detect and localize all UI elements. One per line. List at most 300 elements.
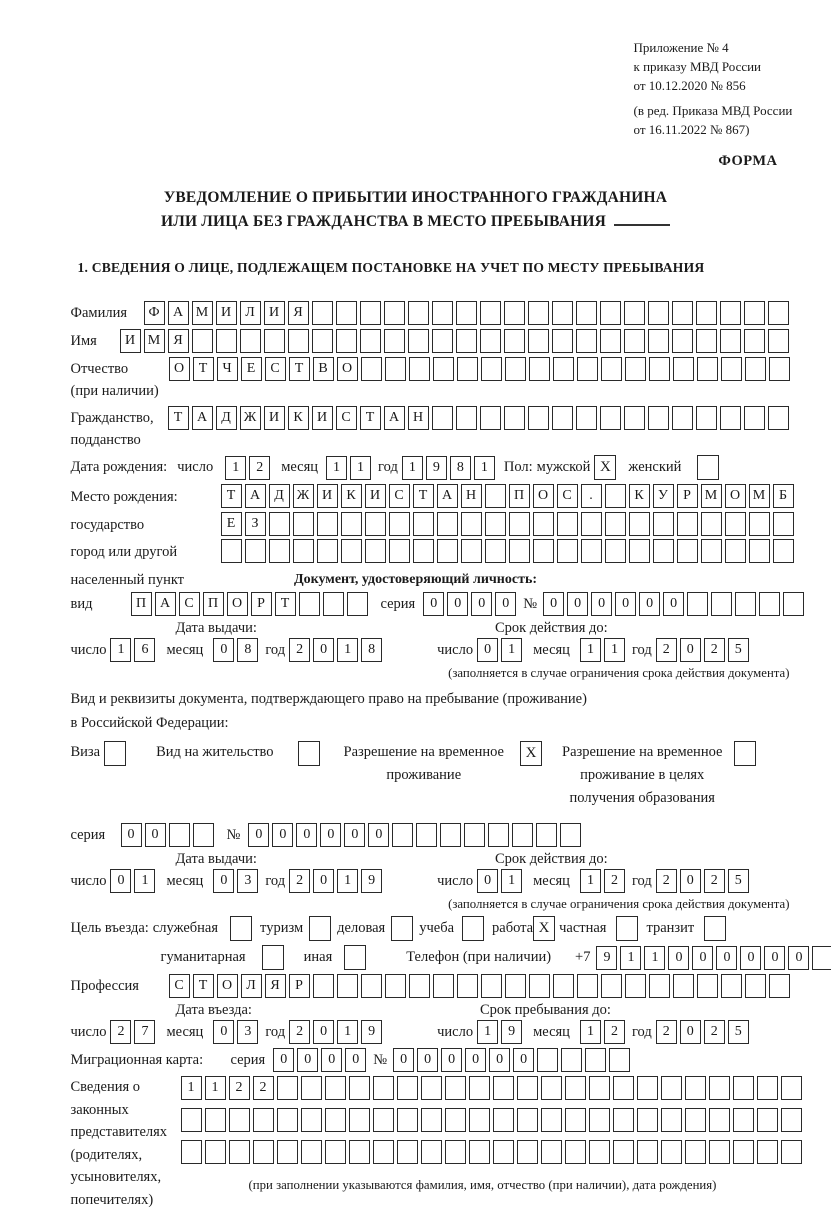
char-cell[interactable]: 2 — [656, 869, 677, 893]
char-cell[interactable] — [361, 974, 382, 998]
char-cell[interactable] — [557, 539, 578, 563]
char-cell[interactable] — [585, 1048, 606, 1072]
char-cell[interactable] — [759, 592, 780, 616]
char-cell[interactable]: 0 — [297, 1048, 318, 1072]
char-cell[interactable]: 1 — [205, 1076, 226, 1100]
char-cell[interactable] — [577, 357, 598, 381]
char-cell[interactable] — [245, 539, 266, 563]
char-cell[interactable] — [624, 406, 645, 430]
char-cell[interactable] — [533, 539, 554, 563]
char-cell[interactable] — [493, 1076, 514, 1100]
char-cell[interactable] — [637, 1140, 658, 1164]
char-cell[interactable]: 1 — [326, 456, 347, 480]
char-cell[interactable] — [205, 1140, 226, 1164]
char-cell[interactable] — [735, 592, 756, 616]
char-cell[interactable] — [576, 406, 597, 430]
char-cell[interactable]: 3 — [237, 1020, 258, 1044]
char-cell[interactable]: Я — [168, 329, 189, 353]
char-cell[interactable]: Т — [168, 406, 189, 430]
char-cell[interactable]: Д — [269, 484, 290, 508]
char-cell[interactable]: 1 — [501, 869, 522, 893]
char-cell[interactable] — [229, 1108, 250, 1132]
char-cell[interactable] — [480, 329, 501, 353]
char-cell[interactable] — [504, 329, 525, 353]
char-cell[interactable]: 0 — [740, 946, 761, 970]
char-cell[interactable] — [529, 974, 550, 998]
char-cell[interactable] — [625, 357, 646, 381]
char-cell[interactable] — [337, 974, 358, 998]
char-cell[interactable] — [720, 329, 741, 353]
char-cell[interactable]: 0 — [465, 1048, 486, 1072]
char-cell[interactable]: 1 — [337, 638, 358, 662]
char-cell[interactable] — [253, 1108, 274, 1132]
char-cell[interactable] — [528, 406, 549, 430]
char-cell[interactable]: З — [245, 512, 266, 536]
char-cell[interactable] — [701, 512, 722, 536]
char-cell[interactable] — [216, 329, 237, 353]
char-cell[interactable]: 1 — [604, 638, 625, 662]
char-cell[interactable]: А — [168, 301, 189, 325]
char-cell[interactable]: Е — [221, 512, 242, 536]
char-cell[interactable]: Я — [288, 301, 309, 325]
char-cell[interactable] — [709, 1076, 730, 1100]
char-cell[interactable] — [456, 406, 477, 430]
char-cell[interactable]: 0 — [513, 1048, 534, 1072]
char-cell[interactable] — [696, 406, 717, 430]
char-cell[interactable]: 0 — [567, 592, 588, 616]
char-cell[interactable] — [629, 539, 650, 563]
char-cell[interactable]: Д — [216, 406, 237, 430]
char-cell[interactable]: Н — [408, 406, 429, 430]
char-cell[interactable] — [192, 329, 213, 353]
char-cell[interactable]: Л — [240, 301, 261, 325]
char-cell[interactable]: Л — [241, 974, 262, 998]
char-cell[interactable] — [384, 329, 405, 353]
char-cell[interactable]: С — [389, 484, 410, 508]
char-cell[interactable] — [769, 357, 790, 381]
char-cell[interactable]: Т — [360, 406, 381, 430]
char-cell[interactable] — [733, 1140, 754, 1164]
char-cell[interactable] — [701, 539, 722, 563]
char-cell[interactable]: Р — [289, 974, 310, 998]
char-cell[interactable]: 8 — [237, 638, 258, 662]
char-cell[interactable]: 0 — [248, 823, 269, 847]
char-cell[interactable]: В — [313, 357, 334, 381]
char-cell[interactable] — [440, 823, 461, 847]
purpose-transit-checkbox[interactable] — [704, 916, 726, 941]
char-cell[interactable] — [336, 329, 357, 353]
char-cell[interactable] — [565, 1076, 586, 1100]
char-cell[interactable] — [504, 301, 525, 325]
char-cell[interactable]: О — [227, 592, 248, 616]
char-cell[interactable]: 2 — [249, 456, 270, 480]
char-cell[interactable]: 5 — [728, 869, 749, 893]
char-cell[interactable]: 1 — [402, 456, 423, 480]
char-cell[interactable]: 0 — [692, 946, 713, 970]
char-cell[interactable] — [733, 1076, 754, 1100]
char-cell[interactable]: П — [131, 592, 152, 616]
char-cell[interactable]: Т — [221, 484, 242, 508]
char-cell[interactable] — [696, 329, 717, 353]
char-cell[interactable] — [456, 301, 477, 325]
char-cell[interactable] — [672, 329, 693, 353]
char-cell[interactable] — [773, 512, 794, 536]
char-cell[interactable] — [733, 1108, 754, 1132]
char-cell[interactable]: 0 — [495, 592, 516, 616]
char-cell[interactable]: К — [288, 406, 309, 430]
char-cell[interactable]: 9 — [361, 1020, 382, 1044]
char-cell[interactable] — [672, 406, 693, 430]
char-cell[interactable]: О — [337, 357, 358, 381]
char-cell[interactable] — [696, 301, 717, 325]
char-cell[interactable]: 0 — [121, 823, 142, 847]
char-cell[interactable] — [697, 357, 718, 381]
char-cell[interactable]: 0 — [417, 1048, 438, 1072]
char-cell[interactable] — [581, 539, 602, 563]
char-cell[interactable]: 0 — [591, 592, 612, 616]
char-cell[interactable] — [517, 1076, 538, 1100]
char-cell[interactable]: 0 — [764, 946, 785, 970]
char-cell[interactable] — [557, 512, 578, 536]
char-cell[interactable] — [392, 823, 413, 847]
char-cell[interactable]: Т — [193, 357, 214, 381]
char-cell[interactable] — [413, 512, 434, 536]
char-cell[interactable]: 0 — [313, 869, 334, 893]
char-cell[interactable] — [528, 301, 549, 325]
char-cell[interactable] — [464, 823, 485, 847]
char-cell[interactable] — [653, 512, 674, 536]
char-cell[interactable] — [687, 592, 708, 616]
char-cell[interactable] — [253, 1140, 274, 1164]
char-cell[interactable]: 1 — [620, 946, 641, 970]
char-cell[interactable] — [721, 974, 742, 998]
char-cell[interactable]: 0 — [320, 823, 341, 847]
char-cell[interactable] — [624, 301, 645, 325]
purpose-business-checkbox[interactable] — [391, 916, 413, 941]
char-cell[interactable] — [672, 301, 693, 325]
char-cell[interactable] — [757, 1140, 778, 1164]
char-cell[interactable]: 1 — [134, 869, 155, 893]
char-cell[interactable] — [757, 1076, 778, 1100]
char-cell[interactable] — [445, 1076, 466, 1100]
char-cell[interactable]: И — [312, 406, 333, 430]
char-cell[interactable] — [361, 357, 382, 381]
char-cell[interactable] — [565, 1108, 586, 1132]
char-cell[interactable]: 0 — [441, 1048, 462, 1072]
char-cell[interactable]: 0 — [423, 592, 444, 616]
char-cell[interactable]: П — [203, 592, 224, 616]
char-cell[interactable]: О — [725, 484, 746, 508]
char-cell[interactable]: 2 — [704, 1020, 725, 1044]
char-cell[interactable] — [432, 406, 453, 430]
char-cell[interactable]: 2 — [656, 638, 677, 662]
char-cell[interactable] — [193, 823, 214, 847]
char-cell[interactable]: Р — [251, 592, 272, 616]
char-cell[interactable] — [768, 329, 789, 353]
char-cell[interactable] — [389, 539, 410, 563]
char-cell[interactable]: 1 — [474, 456, 495, 480]
char-cell[interactable] — [769, 974, 790, 998]
char-cell[interactable] — [648, 406, 669, 430]
char-cell[interactable] — [432, 301, 453, 325]
char-cell[interactable] — [299, 592, 320, 616]
char-cell[interactable] — [323, 592, 344, 616]
char-cell[interactable]: 0 — [213, 869, 234, 893]
char-cell[interactable]: Н — [461, 484, 482, 508]
char-cell[interactable] — [269, 539, 290, 563]
char-cell[interactable] — [313, 974, 334, 998]
char-cell[interactable] — [277, 1140, 298, 1164]
char-cell[interactable] — [384, 301, 405, 325]
char-cell[interactable] — [336, 301, 357, 325]
char-cell[interactable] — [581, 512, 602, 536]
char-cell[interactable]: 2 — [604, 869, 625, 893]
char-cell[interactable]: А — [155, 592, 176, 616]
char-cell[interactable] — [480, 406, 501, 430]
char-cell[interactable]: 1 — [337, 1020, 358, 1044]
char-cell[interactable] — [264, 329, 285, 353]
purpose-humanitarian-checkbox[interactable] — [262, 945, 284, 970]
char-cell[interactable]: М — [701, 484, 722, 508]
purpose-private-checkbox[interactable] — [616, 916, 638, 941]
char-cell[interactable] — [389, 512, 410, 536]
char-cell[interactable] — [485, 512, 506, 536]
char-cell[interactable]: С — [179, 592, 200, 616]
char-cell[interactable] — [421, 1108, 442, 1132]
char-cell[interactable] — [408, 301, 429, 325]
char-cell[interactable]: 0 — [477, 869, 498, 893]
char-cell[interactable]: 0 — [321, 1048, 342, 1072]
char-cell[interactable] — [744, 329, 765, 353]
char-cell[interactable]: И — [216, 301, 237, 325]
purpose-work-checkbox[interactable]: X — [533, 916, 555, 941]
char-cell[interactable] — [481, 974, 502, 998]
char-cell[interactable]: 1 — [337, 869, 358, 893]
char-cell[interactable] — [325, 1108, 346, 1132]
char-cell[interactable]: А — [245, 484, 266, 508]
char-cell[interactable]: 1 — [644, 946, 665, 970]
char-cell[interactable] — [648, 301, 669, 325]
char-cell[interactable] — [552, 301, 573, 325]
char-cell[interactable] — [461, 539, 482, 563]
char-cell[interactable] — [600, 301, 621, 325]
char-cell[interactable] — [481, 357, 502, 381]
char-cell[interactable]: 2 — [289, 869, 310, 893]
char-cell[interactable]: И — [264, 406, 285, 430]
char-cell[interactable]: Б — [773, 484, 794, 508]
char-cell[interactable]: С — [169, 974, 190, 998]
char-cell[interactable]: 1 — [350, 456, 371, 480]
char-cell[interactable] — [277, 1076, 298, 1100]
char-cell[interactable]: 9 — [361, 869, 382, 893]
char-cell[interactable]: Т — [289, 357, 310, 381]
char-cell[interactable] — [181, 1140, 202, 1164]
char-cell[interactable] — [409, 357, 430, 381]
char-cell[interactable] — [781, 1108, 802, 1132]
char-cell[interactable] — [685, 1108, 706, 1132]
char-cell[interactable] — [609, 1048, 630, 1072]
char-cell[interactable] — [301, 1076, 322, 1100]
char-cell[interactable] — [461, 512, 482, 536]
char-cell[interactable]: Е — [241, 357, 262, 381]
char-cell[interactable] — [456, 329, 477, 353]
char-cell[interactable] — [648, 329, 669, 353]
char-cell[interactable]: 1 — [181, 1076, 202, 1100]
char-cell[interactable]: 0 — [680, 869, 701, 893]
char-cell[interactable] — [781, 1076, 802, 1100]
char-cell[interactable] — [360, 301, 381, 325]
char-cell[interactable] — [169, 823, 190, 847]
char-cell[interactable] — [589, 1140, 610, 1164]
char-cell[interactable] — [509, 512, 530, 536]
char-cell[interactable]: 9 — [426, 456, 447, 480]
char-cell[interactable]: 2 — [289, 1020, 310, 1044]
char-cell[interactable] — [488, 823, 509, 847]
char-cell[interactable] — [385, 974, 406, 998]
char-cell[interactable] — [773, 539, 794, 563]
char-cell[interactable] — [541, 1108, 562, 1132]
char-cell[interactable] — [541, 1076, 562, 1100]
char-cell[interactable]: 0 — [489, 1048, 510, 1072]
char-cell[interactable]: 0 — [668, 946, 689, 970]
char-cell[interactable] — [312, 329, 333, 353]
char-cell[interactable] — [744, 406, 765, 430]
char-cell[interactable]: 0 — [543, 592, 564, 616]
char-cell[interactable] — [517, 1108, 538, 1132]
char-cell[interactable] — [293, 539, 314, 563]
char-cell[interactable] — [288, 329, 309, 353]
char-cell[interactable] — [312, 301, 333, 325]
char-cell[interactable] — [725, 539, 746, 563]
char-cell[interactable] — [589, 1108, 610, 1132]
char-cell[interactable]: 8 — [361, 638, 382, 662]
char-cell[interactable] — [528, 329, 549, 353]
char-cell[interactable]: И — [264, 301, 285, 325]
char-cell[interactable] — [373, 1108, 394, 1132]
char-cell[interactable]: 0 — [368, 823, 389, 847]
char-cell[interactable] — [577, 974, 598, 998]
char-cell[interactable] — [432, 329, 453, 353]
residence-permit-checkbox[interactable] — [298, 741, 320, 766]
char-cell[interactable]: 9 — [596, 946, 617, 970]
char-cell[interactable]: 0 — [393, 1048, 414, 1072]
char-cell[interactable] — [637, 1108, 658, 1132]
char-cell[interactable]: 0 — [680, 1020, 701, 1044]
edu-permit-checkbox[interactable] — [734, 741, 756, 766]
char-cell[interactable] — [661, 1108, 682, 1132]
char-cell[interactable]: 7 — [134, 1020, 155, 1044]
char-cell[interactable] — [413, 539, 434, 563]
char-cell[interactable] — [783, 592, 804, 616]
char-cell[interactable]: 1 — [580, 1020, 601, 1044]
char-cell[interactable] — [552, 406, 573, 430]
char-cell[interactable] — [317, 512, 338, 536]
char-cell[interactable] — [505, 974, 526, 998]
char-cell[interactable] — [509, 539, 530, 563]
char-cell[interactable] — [625, 974, 646, 998]
char-cell[interactable] — [457, 357, 478, 381]
char-cell[interactable]: 0 — [313, 638, 334, 662]
char-cell[interactable]: 1 — [580, 638, 601, 662]
char-cell[interactable]: 0 — [213, 1020, 234, 1044]
char-cell[interactable] — [744, 301, 765, 325]
char-cell[interactable]: Я — [265, 974, 286, 998]
visa-checkbox[interactable] — [104, 741, 126, 766]
char-cell[interactable] — [812, 946, 831, 970]
char-cell[interactable]: С — [336, 406, 357, 430]
char-cell[interactable] — [720, 301, 741, 325]
char-cell[interactable]: 5 — [728, 638, 749, 662]
char-cell[interactable]: И — [365, 484, 386, 508]
char-cell[interactable]: 0 — [680, 638, 701, 662]
char-cell[interactable]: М — [192, 301, 213, 325]
char-cell[interactable] — [385, 357, 406, 381]
char-cell[interactable] — [637, 1076, 658, 1100]
char-cell[interactable] — [697, 974, 718, 998]
char-cell[interactable] — [517, 1140, 538, 1164]
char-cell[interactable] — [445, 1108, 466, 1132]
char-cell[interactable]: 0 — [313, 1020, 334, 1044]
char-cell[interactable]: Ж — [293, 484, 314, 508]
char-cell[interactable] — [373, 1076, 394, 1100]
char-cell[interactable]: А — [384, 406, 405, 430]
char-cell[interactable] — [600, 329, 621, 353]
char-cell[interactable] — [605, 539, 626, 563]
char-cell[interactable] — [365, 512, 386, 536]
char-cell[interactable]: К — [629, 484, 650, 508]
char-cell[interactable] — [349, 1108, 370, 1132]
char-cell[interactable] — [408, 329, 429, 353]
char-cell[interactable] — [709, 1140, 730, 1164]
char-cell[interactable]: И — [120, 329, 141, 353]
char-cell[interactable] — [373, 1140, 394, 1164]
char-cell[interactable]: М — [749, 484, 770, 508]
sex-male-checkbox[interactable]: X — [594, 455, 616, 480]
char-cell[interactable] — [277, 1108, 298, 1132]
char-cell[interactable] — [624, 329, 645, 353]
char-cell[interactable] — [325, 1076, 346, 1100]
char-cell[interactable] — [589, 1076, 610, 1100]
purpose-other-checkbox[interactable] — [344, 945, 366, 970]
char-cell[interactable]: И — [317, 484, 338, 508]
char-cell[interactable]: А — [192, 406, 213, 430]
char-cell[interactable] — [605, 512, 626, 536]
char-cell[interactable] — [745, 357, 766, 381]
char-cell[interactable] — [512, 823, 533, 847]
char-cell[interactable]: 0 — [272, 823, 293, 847]
char-cell[interactable]: 9 — [501, 1020, 522, 1044]
char-cell[interactable] — [205, 1108, 226, 1132]
char-cell[interactable] — [181, 1108, 202, 1132]
char-cell[interactable]: 0 — [345, 1048, 366, 1072]
char-cell[interactable]: 5 — [728, 1020, 749, 1044]
char-cell[interactable]: 0 — [344, 823, 365, 847]
char-cell[interactable] — [347, 592, 368, 616]
char-cell[interactable]: 0 — [213, 638, 234, 662]
char-cell[interactable] — [445, 1140, 466, 1164]
char-cell[interactable] — [421, 1076, 442, 1100]
char-cell[interactable] — [721, 357, 742, 381]
purpose-official-checkbox[interactable] — [230, 916, 252, 941]
char-cell[interactable]: 0 — [615, 592, 636, 616]
char-cell[interactable] — [685, 1076, 706, 1100]
char-cell[interactable]: 0 — [145, 823, 166, 847]
char-cell[interactable] — [469, 1108, 490, 1132]
char-cell[interactable] — [457, 974, 478, 998]
char-cell[interactable] — [301, 1140, 322, 1164]
char-cell[interactable]: А — [437, 484, 458, 508]
char-cell[interactable] — [416, 823, 437, 847]
